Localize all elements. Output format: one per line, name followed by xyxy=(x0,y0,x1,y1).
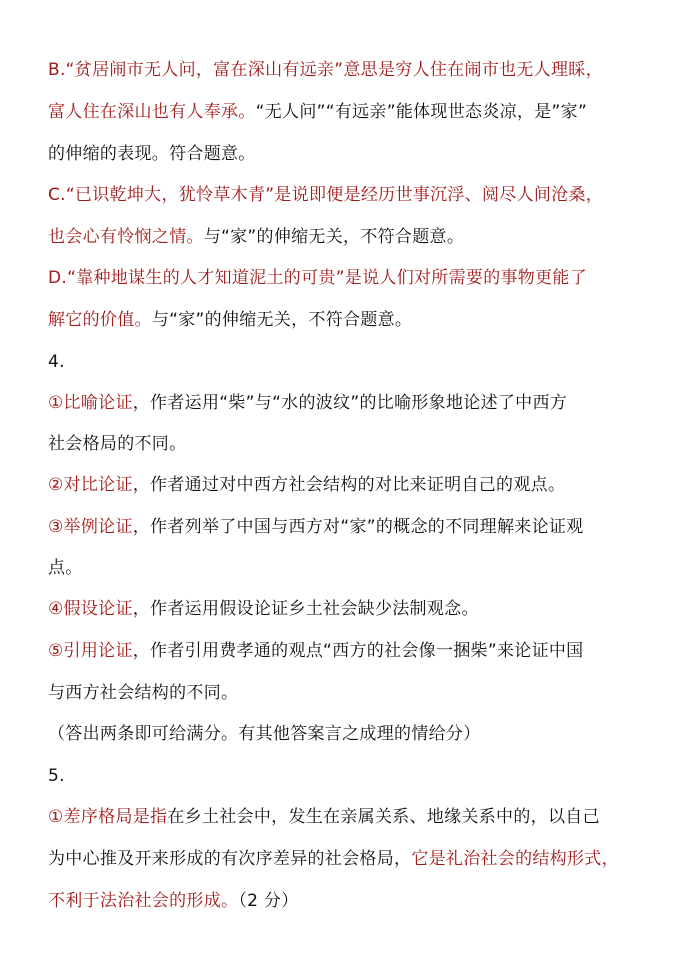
question-4-number: 4. xyxy=(48,352,65,372)
answer-4-item-3-line1: ③举例论证，作者列举了中国与西方对“家”的概念的不同理解来论证观 xyxy=(48,517,584,537)
contrast-argument-label: ②对比论证 xyxy=(48,475,133,495)
scoring-note: （答出两条即可给满分。有其他答案言之成理的情给分） xyxy=(48,724,481,744)
answer-5-line3: 不利于法治社会的形成。（2 分） xyxy=(48,891,299,911)
answer-5-line2: 为中心推及开来形成的有次序差异的社会格局，它是礼治社会的结构形式， xyxy=(48,849,619,869)
answer-3-option-b-line3: 的伸缩的表现。符合题意。 xyxy=(48,144,256,164)
question-5-number: 5. xyxy=(48,766,65,786)
answer-5-line1: ①差序格局是指在乡土社会中，发生在亲属关系、地缘关系中的，以自己 xyxy=(48,807,600,827)
answer-3-option-c-line1 xyxy=(48,184,603,206)
example-argument-label: ③举例论证 xyxy=(48,517,133,537)
answer-3-option-b-line2: 富人住在深山也有人奉承。“无人问”“有远亲”能体现世态炎凉，是”家” xyxy=(48,102,588,122)
quotation-argument-label: ⑤引用论证 xyxy=(48,641,133,661)
answer-3-option-d-line2: 解它的价值。与“家”的伸缩无关，不符合题意。 xyxy=(48,310,413,330)
ritual-society-structure-text: 它是礼治社会的结构形式， xyxy=(411,849,619,869)
answer-3-option-b-line1 xyxy=(48,59,603,81)
option-d-text: D.“靠种地谋生的人才知道泥土的可贵”是说人们对所需要的事物更能了 xyxy=(48,268,588,288)
metaphor-argument-label: ①比喻论证 xyxy=(48,393,133,413)
option-b-text: B.“贫居闹市无人问，富在深山有远亲”意思是穷人住在闹市也无人理睬， xyxy=(48,60,603,80)
answer-4-item-5-line2: 与西方社会结构的不同。 xyxy=(48,683,239,703)
hypothesis-argument-label: ④假设论证 xyxy=(48,599,133,619)
differential-pattern-term: ①差序格局是指 xyxy=(48,807,168,827)
answer-3-option-d-line1 xyxy=(48,267,587,289)
answer-4-item-2: ②对比论证，作者通过对中西方社会结构的对比来证明自己的观点。 xyxy=(48,475,566,495)
answer-4-item-1-line2: 社会格局的不同。 xyxy=(48,434,187,454)
answer-4-item-1-line1: ①比喻论证，作者运用“柴”与“水的波纹”的比喻形象地论述了中西方 xyxy=(48,393,568,413)
answer-4-item-4: ④假设论证，作者运用假设论证乡土社会缺少法制观念。 xyxy=(48,599,479,619)
option-c-text: C.“已识乾坤大，犹怜草木青”是说即便是经历世事沉浮、阅尽人间沧桑， xyxy=(48,185,604,205)
answer-4-item-3-line2: 点。 xyxy=(48,558,83,578)
answer-3-option-c-line2: 也会心有怜悯之情。与“家”的伸缩无关，不符合题意。 xyxy=(48,227,465,247)
score-note: （2 分） xyxy=(238,891,299,911)
answer-4-item-5-line1: ⑤引用论证，作者引用费孝通的观点“西方的社会像一捆柴”来论证中国 xyxy=(48,641,584,661)
